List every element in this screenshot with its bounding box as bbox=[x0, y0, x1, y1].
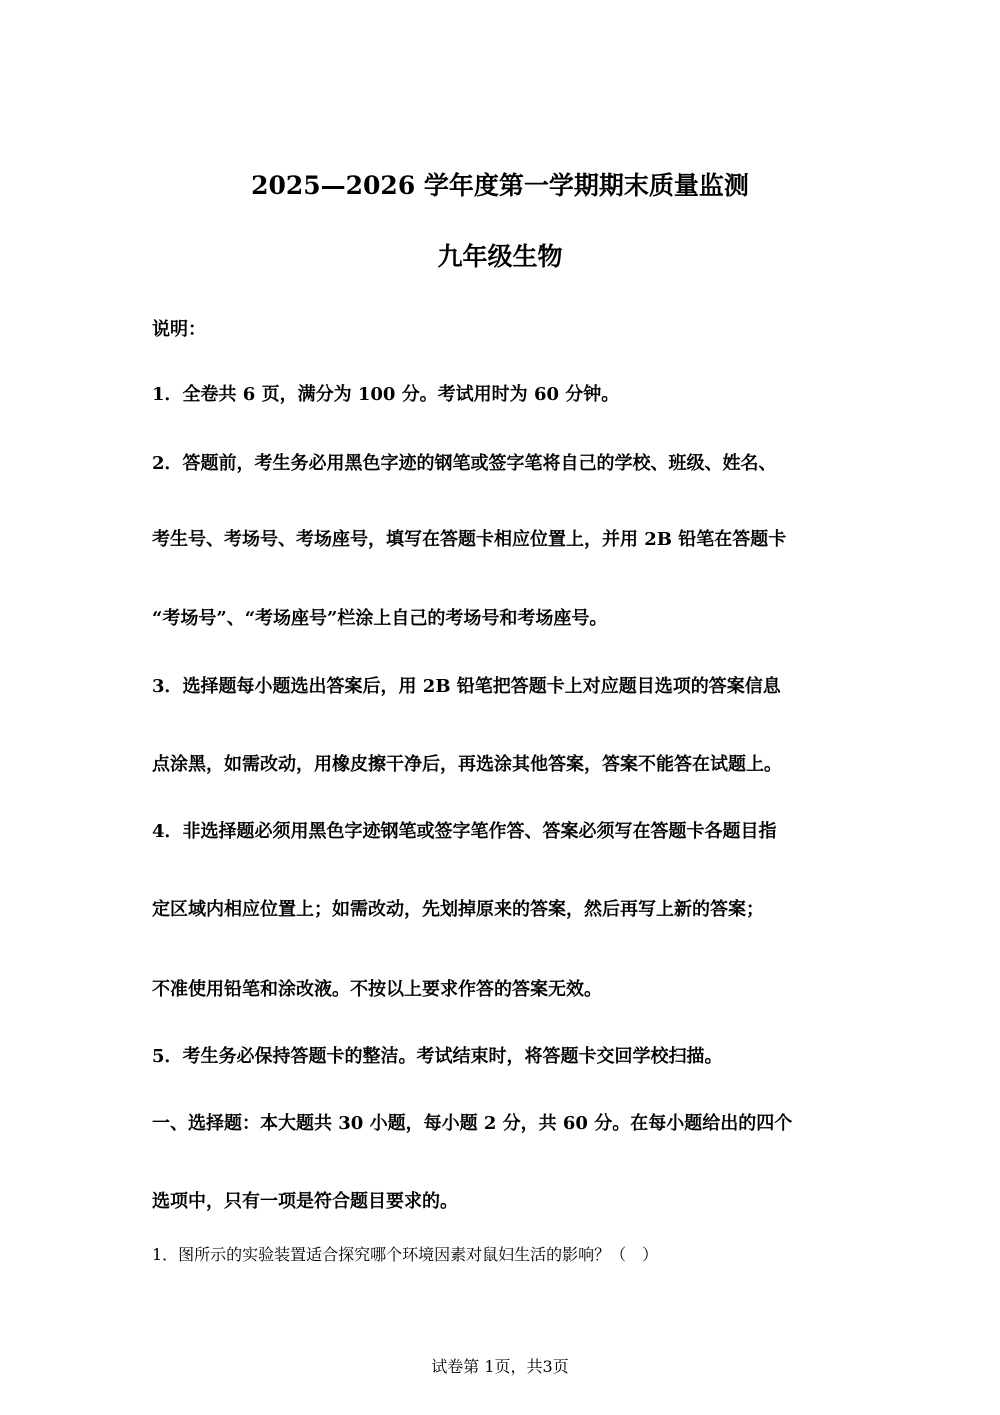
instruction-line: 定区域内相应位置上；如需改动，先划掉原来的答案，然后再写上新的答案； bbox=[152, 899, 764, 920]
instruction-line: 5．考生务必保持答题卡的整洁。考试结束时，将答题卡交回学校扫描。 bbox=[152, 1046, 723, 1067]
instruction-line: 考生号、考场号、考场座号，填写在答题卡相应位置上，并用 2B 铅笔在答题卡 bbox=[152, 529, 787, 550]
instruction-line: 4．非选择题必须用黑色字迹钢笔或签字笔作答、答案必须写在答题卡各题目指 bbox=[152, 821, 777, 842]
question-1-text: 1．图所示的实验装置适合探究哪个环境因素对鼠妇生活的影响？（ ） bbox=[152, 1245, 659, 1264]
instruction-line: “考场号”、“考场座号”栏涂上自己的考场号和考场座号。 bbox=[152, 608, 608, 629]
instruction-line: 3．选择题每小题选出答案后，用 2B 铅笔把答题卡上对应题目选项的答案信息 bbox=[152, 676, 781, 697]
exam-title: 2025—2026 学年度第一学期期末质量监测 bbox=[251, 171, 749, 200]
page-footer: 试卷第 1页，共3页 bbox=[431, 1357, 569, 1376]
instruction-line: 2．答题前，考生务必用黑色字迹的钢笔或签字笔将自己的学校、班级、姓名、 bbox=[152, 453, 777, 474]
instructions-heading: 说明： bbox=[152, 319, 206, 340]
instruction-line: 不准使用铅笔和涂改液。不按以上要求作答的答案无效。 bbox=[152, 979, 602, 1000]
section-heading-line: 一、选择题：本大题共 30 小题，每小题 2 分，共 60 分。在每小题给出的四个 bbox=[152, 1113, 793, 1134]
instruction-line: 点涂黑，如需改动，用橡皮擦干净后，再选涂其他答案，答案不能答在试题上。 bbox=[152, 754, 782, 775]
exam-subject: 九年级生物 bbox=[437, 242, 563, 271]
section-heading-line: 选项中，只有一项是符合题目要求的。 bbox=[152, 1191, 458, 1212]
instruction-line: 1．全卷共 6 页，满分为 100 分。考试用时为 60 分钟。 bbox=[152, 384, 620, 405]
